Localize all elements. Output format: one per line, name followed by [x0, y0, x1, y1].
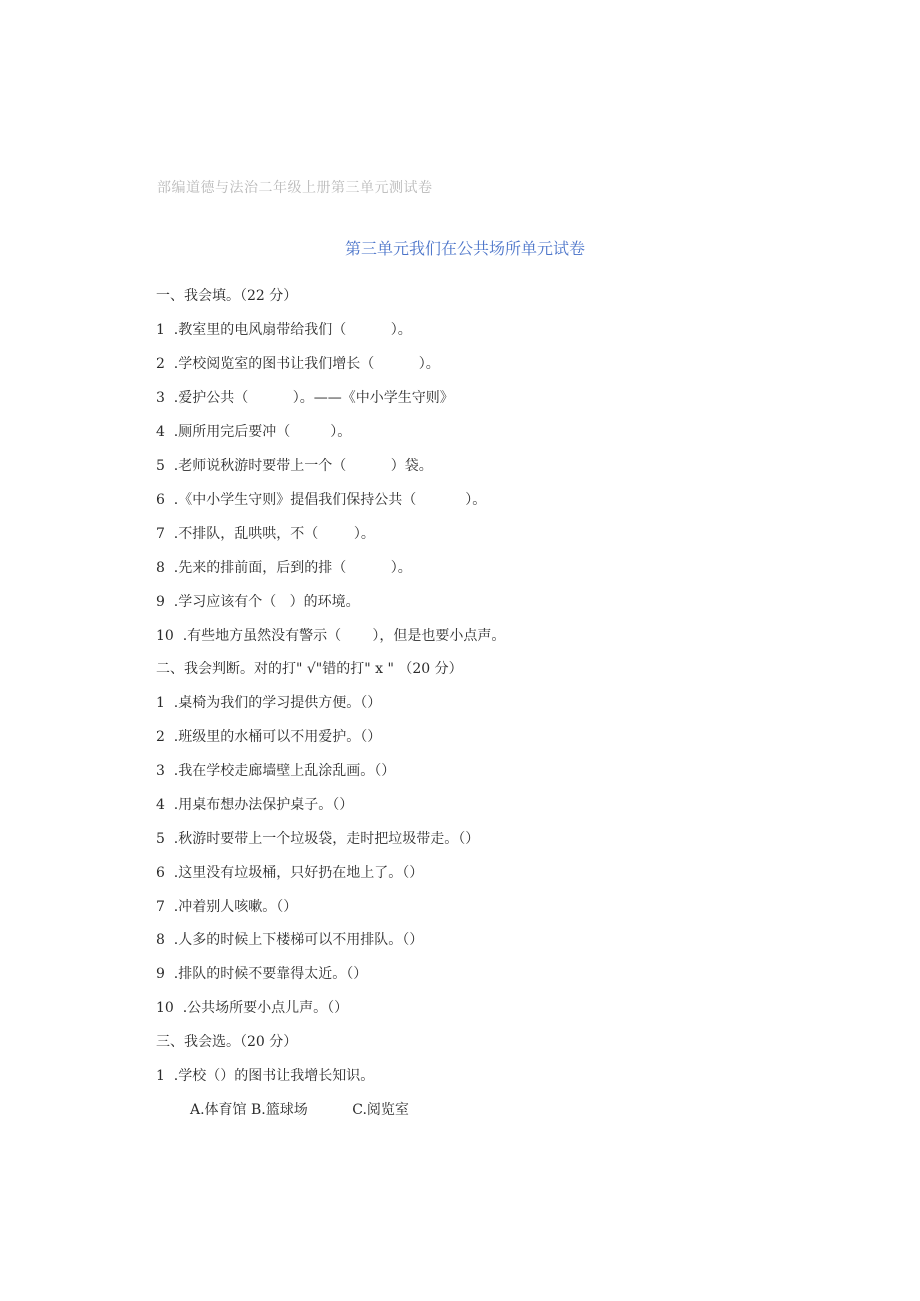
judge-question-9: 9 .排队的时候不要靠得太近。（） — [156, 966, 368, 982]
judge-question-8: 8 .人多的时候上下楼梯可以不用排队。（） — [156, 932, 424, 948]
fill-question-10: 10 .有些地方虽然没有警示（ ），但是也要小点声。 — [156, 628, 506, 644]
fill-question-7: 7 .不排队，乱哄哄，不（ ）。 — [156, 526, 375, 542]
choice-options: A.体育馆 B.篮球场 C.阅览室 — [190, 1102, 409, 1118]
judge-question-6: 6 .这里没有垃圾桶，只好扔在地上了。（） — [156, 865, 424, 881]
section-2-heading: 二、我会判断。对的打" √"错的打" x " （20 分） — [156, 661, 463, 677]
page-title: 第三单元我们在公共场所单元试卷 — [344, 239, 585, 258]
header-note: 部编道德与法治二年级上册第三单元测试卷 — [157, 180, 433, 196]
fill-question-4: 4 .厕所用完后要冲（ ）。 — [156, 424, 352, 440]
choice-question-1: 1 .学校（）的图书让我增长知识。 — [156, 1068, 375, 1084]
section-3-heading: 三、我会选。（20 分） — [156, 1034, 298, 1050]
fill-question-5: 5 .老师说秋游时要带上一个（ ）袋。 — [156, 458, 433, 474]
judge-question-4: 4 .用桌布想办法保护桌子。（） — [156, 797, 354, 813]
section-1-heading: 一、我会填。（22 分） — [156, 288, 298, 304]
fill-question-6: 6 .《中小学生守则》提倡我们保持公共（ ）。 — [156, 492, 487, 508]
fill-question-8: 8 .先来的排前面，后到的排（ ）。 — [156, 560, 412, 576]
fill-question-2: 2 .学校阅览室的图书让我们增长（ ）。 — [156, 356, 440, 372]
judge-question-5: 5 .秋游时要带上一个垃圾袋，走时把垃圾带走。（） — [156, 831, 480, 847]
fill-question-3: 3 .爱护公共（ ）。——《中小学生守则》 — [156, 390, 454, 406]
judge-question-1: 1 .桌椅为我们的学习提供方便。（） — [156, 695, 382, 711]
judge-question-3: 3 .我在学校走廊墙壁上乱涂乱画。（） — [156, 763, 396, 779]
judge-question-2: 2 .班级里的水桶可以不用爱护。（） — [156, 729, 382, 745]
fill-question-1: 1 .教室里的电风扇带给我们（ ）。 — [156, 322, 412, 338]
judge-question-10: 10 .公共场所要小点儿声。（） — [156, 1000, 349, 1016]
fill-question-9: 9 .学习应该有个（ ）的环境。 — [156, 594, 360, 610]
judge-question-7: 7 .冲着别人咳嗽。（） — [156, 899, 298, 915]
